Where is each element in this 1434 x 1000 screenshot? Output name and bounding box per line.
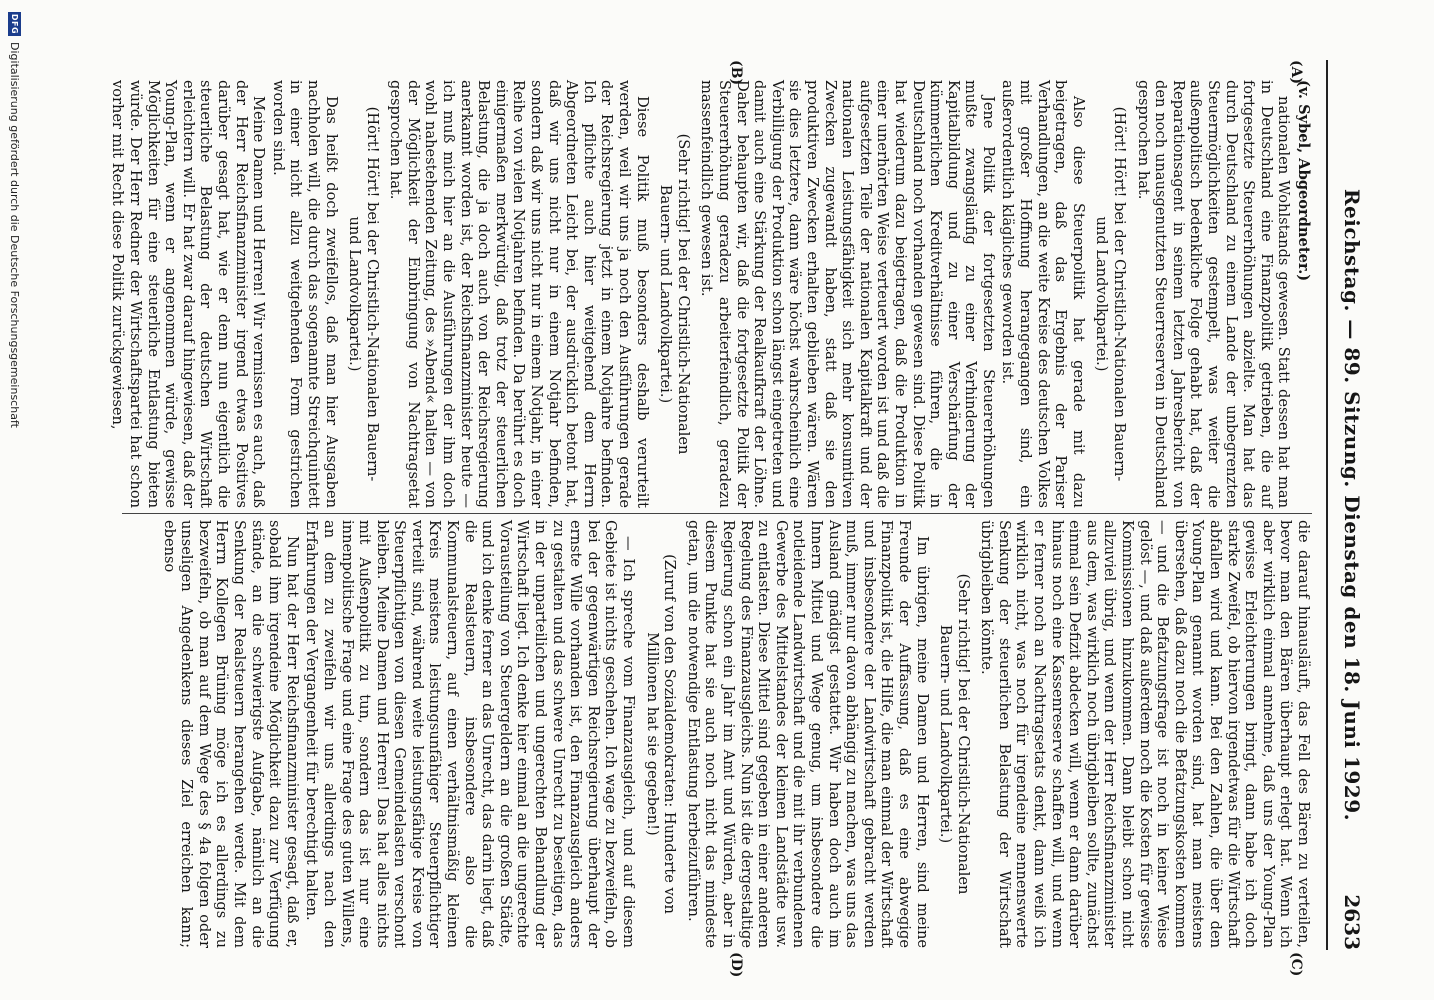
column-separator — [122, 513, 1312, 514]
header-rule — [1326, 60, 1328, 950]
margin-marker-a: (A) — [1288, 60, 1304, 85]
paragraph: — Ich spreche vom Finanzausgleich, und auf diesem Gebiete ist nichts geschehen. Ich wage zu bezweifeln, ob bei der gegenwärtigen Reichsregierung überhaupt der ernste Wille vorhanden ist, den Finanzausgleich anders zu gestalten und das schwere Unrecht zu beseitigen, das in der unparteilichen und ungerechten Behandlung der Wirtschaft liegt. Ich denke hier einmal an die ungerechte Vorausteilung von Steuergeldern an die großen Städte, und ich denke ferner an das Unrecht, das darin liegt, daß die Realsteuern, insbesondere also die Kommunalsteuern, auf einen verhältnismäßig kleinen Kreis meistens leistungsunfähiger Steuerpflichtiger verteilt sind, während weite leistungsfähige Kreise von Steuerpflichtigen von diesen Gemeindelasten verschont bleiben. Meine Damen und Herren! Das hat alles nichts mit Außenpolitik zu tun, sondern das ist nur eine innenpolitische Frage und eine Frage des guten Willens, an dem zu zweifeln wir uns allerdings nach den Erfahrungen der Vergangenheit für berechtigt halten. — [303, 520, 638, 948]
interjection: (Sehr richtig! bei der Christlich-Nationalen Bauern- und Landvolkpartei.) — [937, 573, 972, 895]
paragraph: Meine Damen und Herren! Wir vermissen es auch, daß der Herr Reichsfinanzminister irgend etwas Positives darüber gesagt hat, wie er denn nun eigentlich die steuerliche Belastung der deutschen Wirtschaft erleichtern will. Er hat zwar darauf hingewiesen, daß der Young-Plan, wenn er angenommen würde, gewisse Möglichkeiten für eine steuerliche Entlastung bieten würde. Der Herr Redner der Wirtschaftspartei hat schon vorher mit Recht diese Politik zurückgewiesen, — [109, 80, 268, 508]
paragraph: Nun hat der Herr Reichsfinanzminister gesagt, daß er, sobald ihm irgendeine Möglichkeit dazu zur Verfügung stände, an die schwierigste Aufgabe, nämlich an die Senkung der Realsteuern herangehen werde. Mit dem Herrn Kollegen Brüning möge ich es allerdings zu bezweifeln, ob man auf dem Wege des § 4a folgen oder unseligen Angedenkens dieses Ziel erreichen kann; ebenso — [160, 520, 301, 948]
margin-marker-b: (B) — [728, 60, 744, 86]
margin-marker-d: (D) — [728, 952, 744, 978]
footer-credit: Digitalisierung gefördert durch die Deutsche Forschungsgemeinschaft — [8, 42, 21, 428]
page-header-title: Reichstag. — 89. Sitzung. Dienstag den 18. Juni 1929. — [1340, 188, 1364, 822]
paragraph: nationalen Wohlstands gewesen. Statt dessen hat man in Deutschland eine Finanzpolitik getrieben, die auf fortgesetzte Steuererhöhungen abzielte. Man hat das durch Deutschland zu einem Lande der unbegrenzten Steuermöglichkeiten gestempelt, was weiter die außenpolitisch bedenkliche Folge gehabt hat, daß der Reparationsagent in seinem letzten Jahresbericht von den noch unausgenutzten Steuerreserven in Deutschland gesprochen hat. — [1134, 80, 1293, 508]
interjection: (Hört! Hört! bei der Christlich-Nationalen Bauern- und Landvolkpartei.) — [1093, 106, 1129, 482]
page-header — [1324, 60, 1364, 950]
interjection: (Zuruf von den Sozialdemokraten: Hunderte von Millionen hat sie gegeben!) — [643, 554, 679, 914]
paragraph: die darauf hinausläuft, das Fell des Bären zu verteilen, bevor man den Bären überhaupt erlegt hat. Wenn ich aber wirklich einmal annehme, daß uns der Young-Plan gewisse Erleichterungen bringt, dann habe ich doch starke Zweifel, ob hiervon irgendetwas für die Wirtschaft abfallen wird und kann. Bei den Zahlen, die über den Young-Plan genannt worden sind, hat man meistens übersehen, daß dazu noch die Befatzungskosten kommen — und die Befatzungsfrage ist noch in keiner Weise gelöst —, und daß außerdem noch die Kosten für gewisse Kommissionen hinzukommen. Dann bleibt schon nicht allzuviel übrig, und wenn der Herr Reichsfinanzminister aus dem, was wirklich noch übrigbleiben sollte, zunächst einmal sein Defizit abdecken will, wenn er dann darüber hinaus noch eine Kassenreserve schaffen will, und wenn er ferner noch an Nachtragsetats denkt, dann weiß ich wirklich nicht, was noch für irgendeine nennenswerte Senkung der steuerlichen Belastung der Wirtschaft übrigbleiben könnte. — [978, 520, 1312, 948]
paragraph: Das heißt doch zweifellos, daß man hier Ausgaben nachholen will, die durch das sogenannte Streichquintett in einer nicht allzu weitgehenden Form gestrichen worden sind. — [269, 80, 340, 508]
paragraph: Jene Politik der fortgesetzten Steuererhöhungen mußte zwangsläufig zu einer Verhinderung der Kapitalbildung und zu einer Verschärfung der kümmerlichen Kreditverhältnisse führen, die in Deutschland noch vorhanden gewesen sind. Diese Politik hat wiederum dazu beigetragen, daß die Produktion in einer unerhörten Weise verteuert worden ist und daß die aufgesetzten Teile der nationalen Kapitalkraft und der nationalen Leistungsfähigkeit sich mehr konsumtiven Zwecken zugewandt haben, statt daß sie den produktiven Zwecken erhalten geblieben wären. Wären sie dies letztere, dann wäre höchst wahrscheinlich eine Verbilligung der Produktion schon längst eingetreten und damit auch eine Stärkung der Realkaufkraft der Löhne. Daher behaupten wir, daß die fortgesetzte Politik der Steuererhöhung geradezu arbeiterfeindlich, geradezu massenfeindlich gewesen ist. — [698, 80, 997, 508]
dfg-logo: DFG — [10, 13, 19, 35]
paragraph: Also diese Steuerpolitik hat gerade mit dazu beigetragen, daß das Ergebnis der Pariser Verhandlungen, an die weite Kreise des deutschen Volkes mit großer Hoffnung herangegangen sind, ein außerordentlich klägliches geworden ist. — [999, 80, 1087, 508]
speaker-line: (v. Sybel, Abgeordneter.) — [1295, 80, 1312, 282]
paragraph: Diese Politik muß besonders deshalb verurteilt werden, weil wir uns ja noch den Ausführungen gerade der Reichsregierung jetzt in einem Notjahre befinden. Ich pflichte auch hier weitgehend dem Herrn Abgeordneten Leicht bei, der ausdrücklich betont hat, daß wir uns nicht nur in einem Notjahr befinden, sondern daß wir uns nicht nur in einem Notjahr, in einer Reihe von vielen Notjahren befinden. Da berührt es doch einigermaßen merkwürdig, daß trotz der steuerlichen Belastung, die ja doch auch von der Reichsregierung anerkannt worden ist, der Reichsfinanzminister heute — ich muß mich hier an die Ausführungen der ihm doch wohl nahestehenden Zeitung, des »Abend« halten — von der Möglichkeit der Einbringung von Nachtragsetat gesprochen hat. — [387, 80, 651, 508]
paragraph: Im übrigen, meine Damen und Herren, sind meine Freunde der Auffassung, daß es eine abwegige Finanzpolitik ist, die Hilfe, die man einmal der Wirtschaft und insbesondere der Landwirtschaft gebracht werden muß, immer nur davon abhängig zu machen, was uns das Ausland gnädigst gestattet. Wir haben doch auch im Innern Mittel und Wege genug, um insbesondere die notleidende Landwirtschaft und die mit ihr verbundenen Gewerbe des Mittelstandes der kleinen Landstädte usw. zu entlasten. Diese Mittel sind gegeben in einer anderen Regelung des Finanzausgleichs. Nun ist die dergestaltige Regierung schon ein Jahr im Amt und Würden, aber in diesem Punkte hat sie auch noch nicht das mindeste getan, um die notwendige Entlastung herbeizuführen. — [684, 520, 931, 948]
page-number: 2633 — [1340, 894, 1364, 950]
left-column — [109, 80, 1312, 508]
digitization-footer — [4, 0, 24, 1000]
interjection: (Sehr richtig! bei der Christlich-Nationalen Bauern- und Landvolkpartei.) — [657, 133, 692, 455]
margin-marker-c: (C) — [1288, 952, 1304, 977]
interjection: (Hört! Hört! bei der Christlich-Nationalen Bauern- und Landvolkpartei.) — [346, 106, 381, 482]
right-column — [122, 520, 1312, 948]
